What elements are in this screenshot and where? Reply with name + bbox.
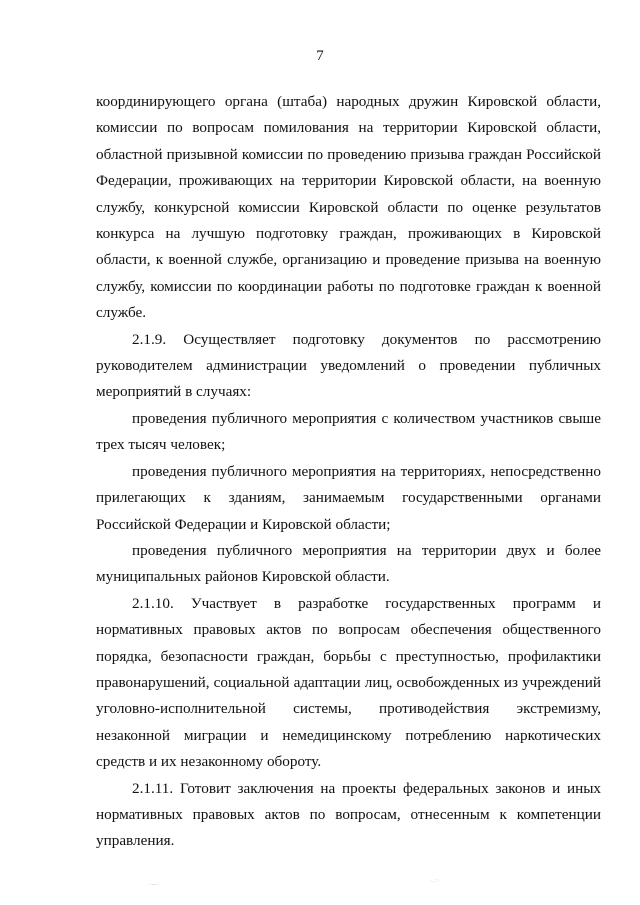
scan-artifact: ·—· — [148, 882, 161, 888]
paragraph-2-1-9: 2.1.9. Осуществляет подготовку документов по рассмотрению руководителем администрации уведомлений о проведении публичных мероприятий в случаях: — [96, 330, 601, 401]
paragraph-2-1-11: 2.1.11. Готовит заключения на проекты федеральных законов и иных нормативных правовых актов по вопросам, отнесенным к компетенции управления. — [96, 779, 601, 850]
paragraph-case-adjacent-territories: проведения публичного мероприятия на территориях, непосредственно прилегающих к зданиям, занимаемым государственными органами Российской Федерации и Кировской области; — [96, 462, 601, 533]
paragraph-case-two-districts: проведения публичного мероприятия на территории двух и более муниципальных районов Кировской области. — [96, 541, 601, 586]
document-body — [96, 89, 601, 855]
scan-artifact: ·.:· — [430, 878, 442, 884]
paragraph-2-1-10: 2.1.10. Участвует в разработке государственных программ и нормативных правовых актов по вопросам обеспечения общественного порядка, безопасности граждан, борьбы с преступностью, профилактики правонарушений, социальной адаптации лиц, освобожденных из учреждений уголовно-исполнительной системы, противодействия экстремизму, незаконной миграции и немедицинскому потреблению наркотических средств и их незаконному обороту. — [96, 594, 601, 771]
paragraph-continuation: координирующего органа (штаба) народных дружин Кировской области, комиссии по вопросам помилования на территории Кировской области, областной призывной комиссии по проведению призыва граждан Российской Федерации, проживающих на территории Кировской области, на военную службу, конкурсной комиссии Кировской области по оценке результатов конкурса на лучшую подготовку граждан, проживающих в Кировской области, к военной службе, организацию и проведение призыва на военную службу, комиссии по координации работы по подготовке граждан к военной службе. — [96, 93, 601, 322]
page-number: 7 — [316, 48, 324, 64]
paragraph-case-over-three-thousand: проведения публичного мероприятия с количеством участников свыше трех тысяч человек; — [96, 409, 601, 454]
